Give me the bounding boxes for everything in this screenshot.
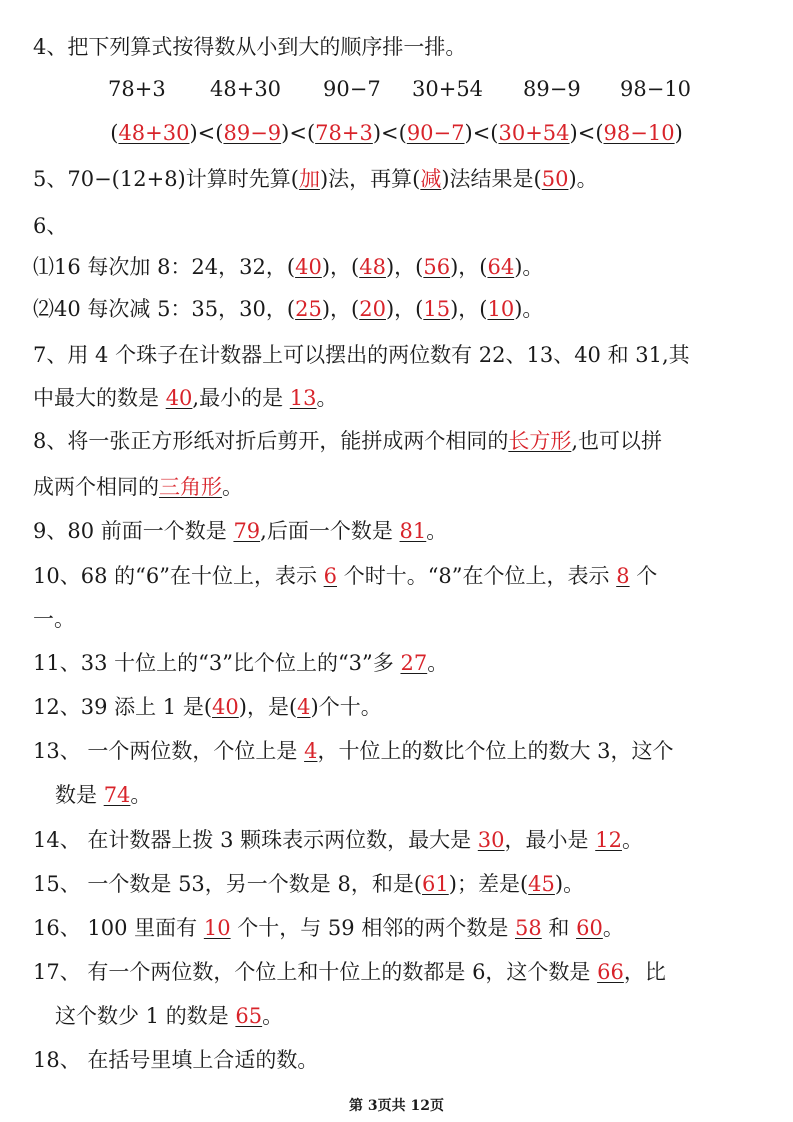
q4-expression: 89−9 [523, 77, 581, 101]
q17-answer: 66 [597, 960, 624, 984]
q16-answer: 58 [515, 916, 542, 940]
q9-line: 9、80 前面一个数是 79,后面一个数是 81。 [33, 519, 448, 543]
q4-answer: 89−9 [223, 121, 282, 145]
q11-line: 11、33 十位上的“3”比个位上的“3”多 27。 [33, 651, 449, 675]
q8-answer: 三角形 [159, 475, 222, 499]
q5-answer: 50 [541, 167, 569, 191]
q6-answer: 20 [359, 297, 386, 321]
q4-answer: 98−10 [603, 121, 675, 145]
q4-expression: 90−7 [323, 77, 381, 101]
q6-answer: 56 [423, 255, 451, 279]
q4-expression: 98−10 [620, 77, 692, 101]
q16-line: 16、 100 里面有 10 个十，与 59 相邻的两个数是 58 和 60。 [33, 916, 624, 940]
q6-part1: ⑴16 每次加 8：24，32，(40)，(48)，(56)，(64)。 [33, 255, 544, 279]
q9-answer: 79 [233, 519, 261, 543]
q4-expression: 78+3 [108, 77, 166, 101]
q13-answer: 74 [103, 783, 131, 807]
q17-line2: 这个数少 1 的数是 65。 [55, 1004, 284, 1028]
q17-line1: 17、 有一个两位数，个位上和十位上的数都是 6，这个数是 66，比 [33, 960, 666, 984]
q7-answer: 13 [289, 386, 317, 410]
q17-answer: 65 [235, 1004, 263, 1028]
q4-answer: 30+54 [498, 121, 570, 145]
q6-title: 6、 [33, 214, 68, 238]
q10-answer: 8 [616, 564, 630, 588]
q8-line1: 8、将一张正方形纸对折后剪开，能拼成两个相同的长方形,也可以拼 [33, 429, 663, 453]
q8-line2: 成两个相同的三角形。 [33, 475, 243, 499]
q4-answer: 78+3 [315, 121, 373, 145]
q4-answer: 90−7 [406, 121, 465, 145]
q16-answer: 60 [576, 916, 603, 940]
q11-answer: 27 [400, 651, 428, 675]
q15-line: 15、 一个数是 53，另一个数是 8，和是(61)；差是(45)。 [33, 872, 585, 896]
q6-answer: 25 [295, 297, 322, 321]
q5-answer: 减 [420, 167, 442, 191]
q4-expression: 30+54 [412, 77, 484, 101]
q7-line1: 7、用 4 个珠子在计数器上可以摆出的两位数有 22、13、40 和 31,其 [33, 343, 690, 367]
q6-answer: 15 [423, 297, 451, 321]
q8-answer: 长方形 [508, 429, 572, 453]
q7-answer: 40 [165, 386, 193, 410]
q12-answer: 4 [297, 695, 311, 719]
q4-expression: 48+30 [210, 77, 282, 101]
q13-line1: 13、 一个两位数，个位上是 4，十位上的数比个位上的数大 3，这个 [33, 739, 674, 763]
q6-answer: 10 [487, 297, 515, 321]
q9-answer: 81 [399, 519, 427, 543]
q10-answer: 6 [323, 564, 338, 588]
q10-line1: 10、68 的“6”在十位上，表示 6 个时十。“8”在个位上，表示 8 个 [33, 564, 658, 588]
q12-line: 12、39 添上 1 是(40)，是(4)个十。 [33, 695, 382, 719]
q4-answer-order: (48+30)<(89−9)<(78+3)<(90−7)<(30+54)<(98−10) [110, 121, 683, 145]
q15-answer: 61 [422, 872, 449, 896]
q6-answer: 48 [359, 255, 386, 279]
page-footer: 第 3页共 12页 [349, 1098, 444, 1114]
q13-answer: 4 [304, 739, 318, 763]
q6-answer: 40 [295, 255, 322, 279]
q12-answer: 40 [212, 695, 239, 719]
q4-prompt: 4、把下列算式按得数从小到大的顺序排一排。 [33, 35, 467, 59]
q5-answer: 加 [298, 167, 320, 191]
q16-answer: 10 [203, 916, 231, 940]
q6-part2: ⑵40 每次减 5：35，30，(25)，(20)，(15)，(10)。 [33, 297, 544, 321]
q15-answer: 45 [528, 872, 555, 896]
q4-answer: 48+30 [118, 121, 190, 145]
q5-line: 5、70−(12+8)计算时先算(加)法，再算(减)法结果是(50)。 [33, 167, 598, 191]
q14-answer: 12 [595, 828, 622, 852]
q6-answer: 64 [487, 255, 515, 279]
q14-line: 14、 在计数器上拨 3 颗珠表示两位数，最大是 30，最小是 12。 [33, 828, 643, 852]
q18-line: 18、 在括号里填上合适的数。 [33, 1048, 319, 1072]
q14-answer: 30 [477, 828, 505, 852]
q10-line2: 一。 [33, 607, 75, 631]
q7-line2: 中最大的数是 40,最小的是 13。 [33, 386, 338, 410]
q13-line2: 数是 74。 [55, 783, 152, 807]
